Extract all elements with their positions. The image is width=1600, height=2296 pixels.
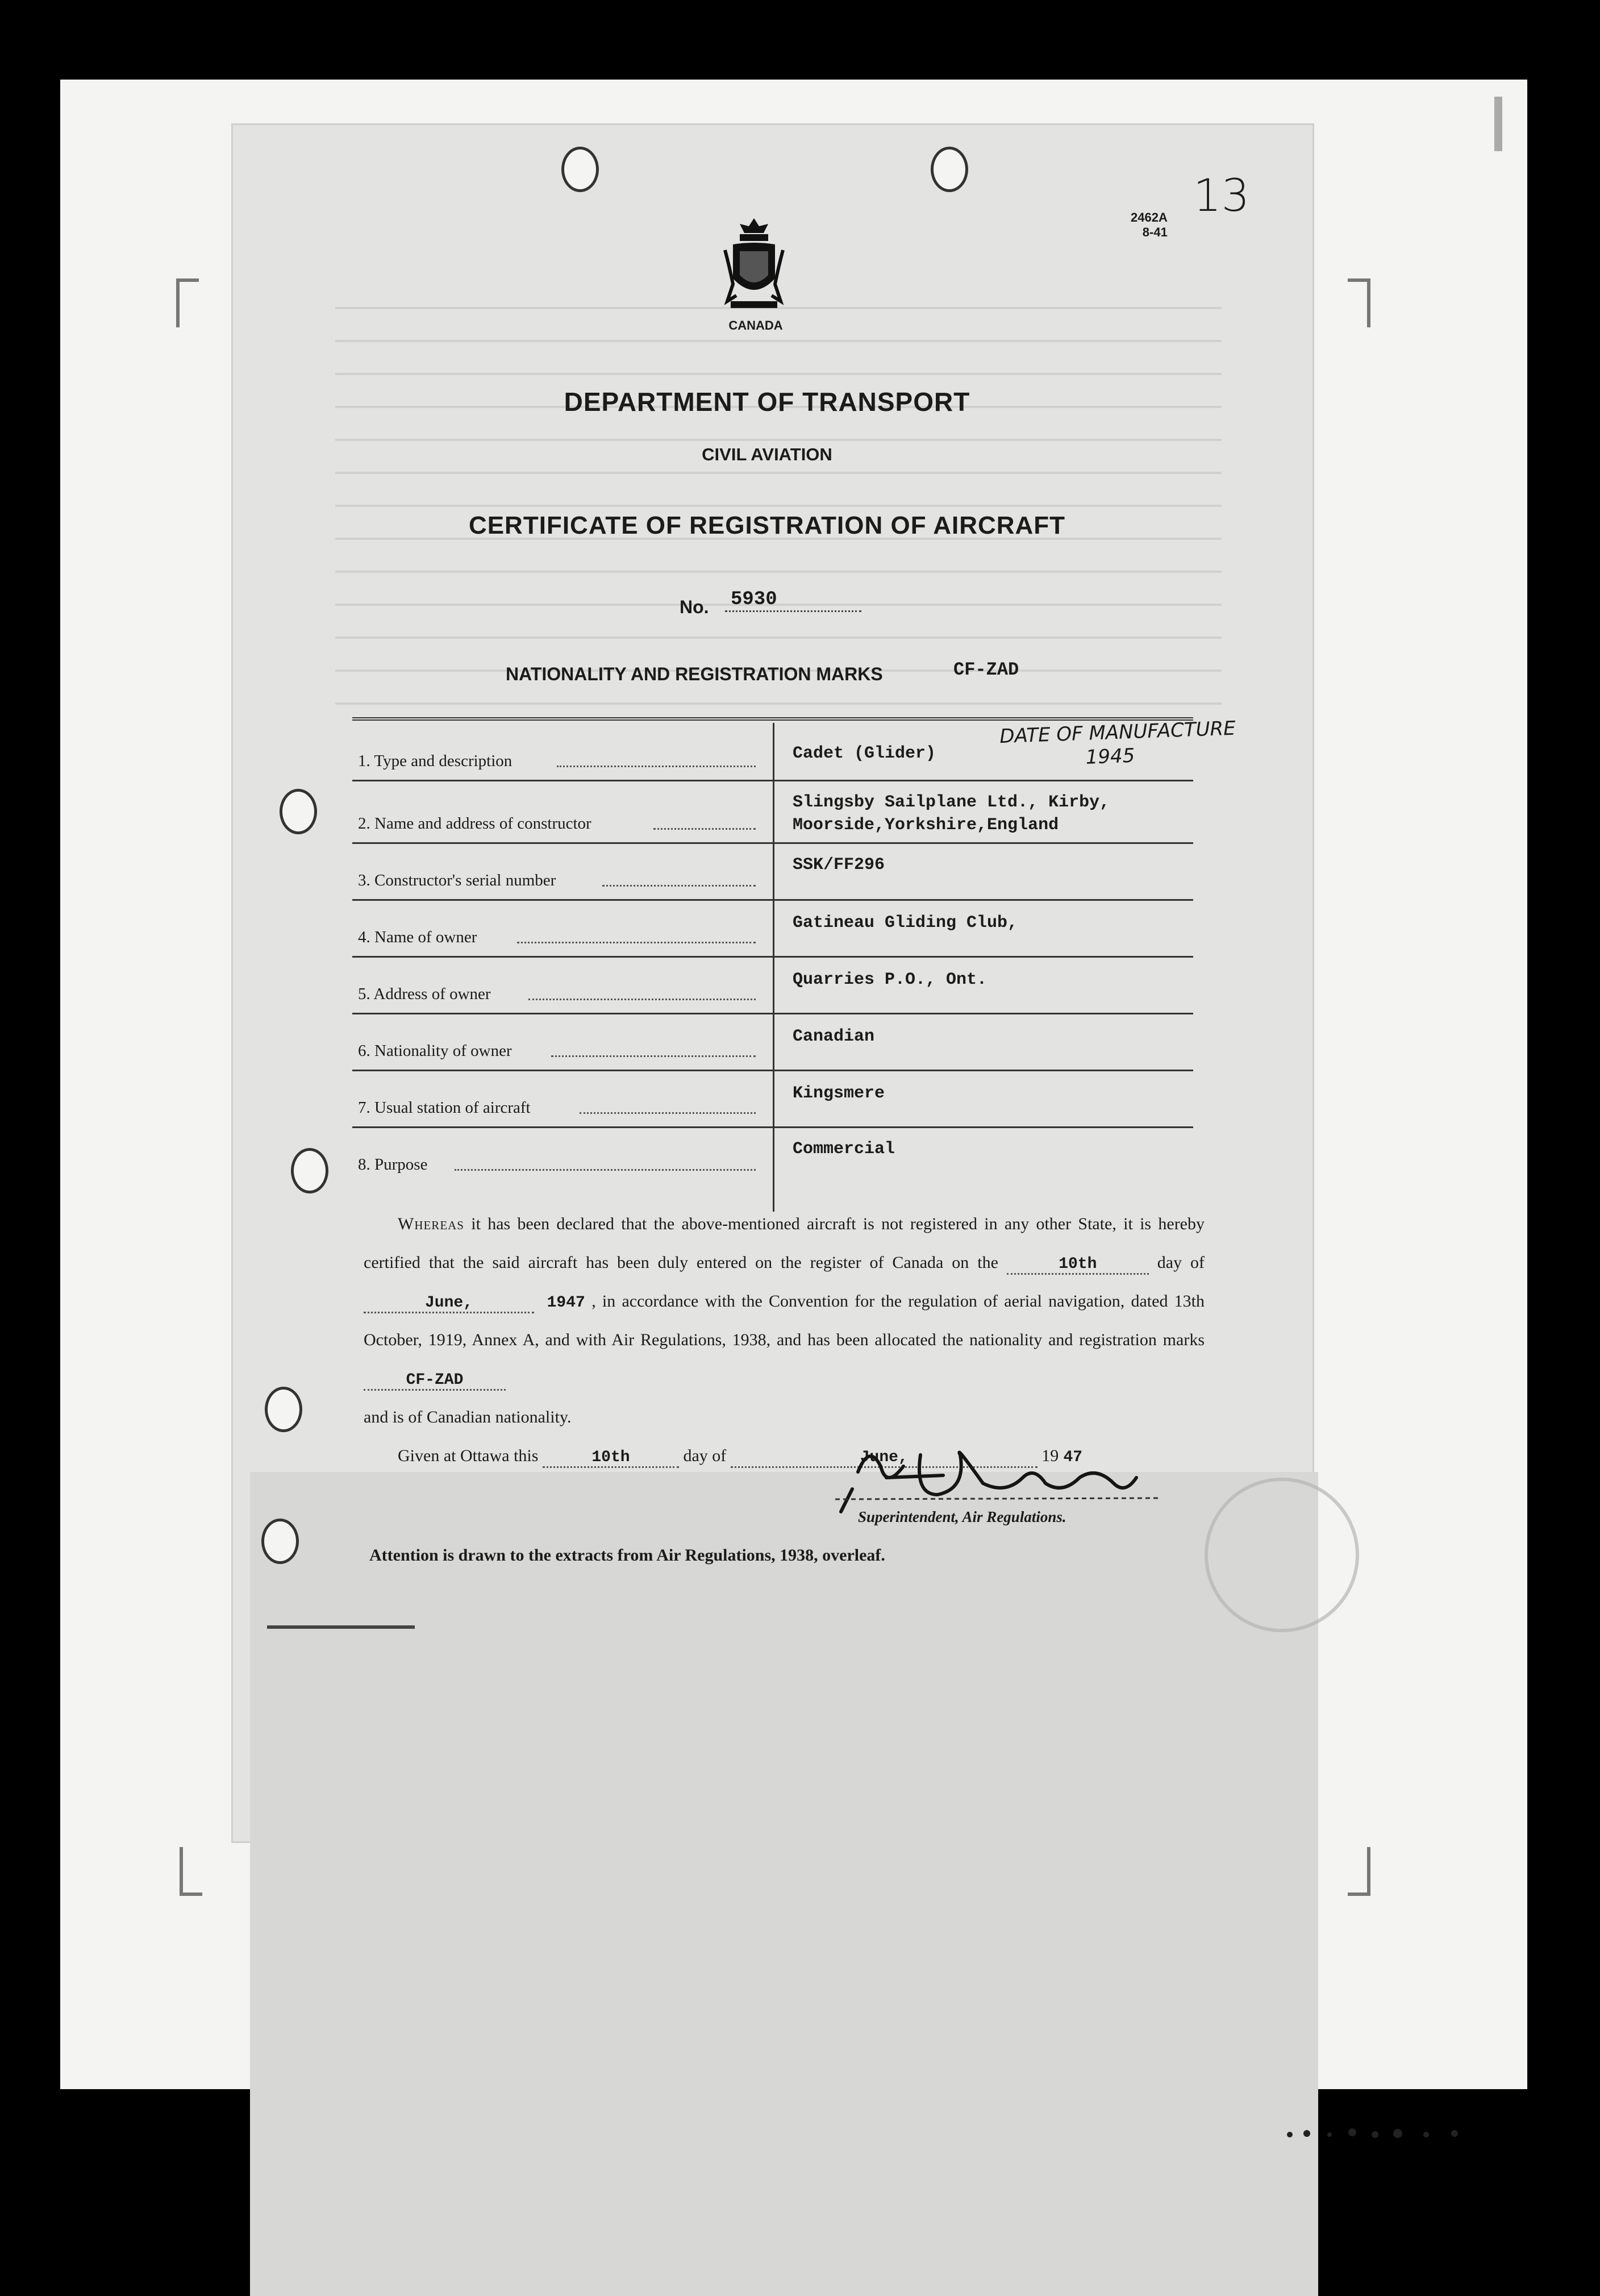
row-value: Quarries P.O., Ont. (793, 970, 988, 989)
certificate-number-label: No. (680, 597, 709, 617)
page-number: 13 (1193, 170, 1250, 222)
branch-title: CIVIL AVIATION (702, 444, 832, 464)
row-label: 8. Purpose (358, 1155, 428, 1174)
country-label: CANADA (728, 318, 783, 332)
whereas-word: Whereas (398, 1214, 464, 1233)
punch-hole (561, 147, 599, 192)
allocated-marks: CF-ZAD (364, 1372, 506, 1391)
table-top-rule (352, 717, 1193, 721)
table-row (352, 1126, 1193, 1183)
given-year-prefix: 19 (1041, 1446, 1059, 1465)
row-value: SSK/FF296 (793, 855, 885, 875)
row-label: 6. Nationality of owner (358, 1042, 512, 1060)
crop-mark-bottom-left (180, 1847, 202, 1896)
dotted-leader (517, 942, 756, 943)
form-code-number: 2462A (1131, 210, 1168, 224)
certification-text-3: , in accordance with the Convention for the regulation of aerial navigation, dated 13th October, 1919, Annex A, and with Air Regulations, 1938, and has been allocated the nationality and registration marks (364, 1292, 1205, 1349)
signatory-title: Superintendent, Air Regulations. (858, 1508, 1066, 1525)
given-day: 10th (543, 1449, 679, 1468)
attention-note: Attention is drawn to the extracts from Air Regulations, 1938, overleaf. (369, 1546, 885, 1565)
row-label: 1. Type and description (358, 752, 512, 770)
row-label: 3. Constructor's serial number (358, 871, 556, 889)
punch-hole (931, 147, 968, 192)
punch-hole (291, 1148, 328, 1193)
row-label: 4. Name of owner (358, 928, 477, 946)
dotted-leader (455, 1169, 756, 1171)
dotted-leader (580, 1112, 756, 1114)
certificate-number-value: 5930 (725, 589, 861, 612)
registration-year: 1947 (547, 1294, 585, 1312)
punch-hole (261, 1519, 299, 1564)
certification-text-1: it has been declared that the above-mentioned aircraft is not registered in any other State, it is hereby certified that the said aircraft has been duly entered on the register of Canada on the (364, 1214, 1205, 1272)
dotted-leader (528, 999, 756, 1000)
dotted-leader (551, 1055, 756, 1057)
table-row (352, 1070, 1193, 1128)
crop-mark-top-left (176, 278, 199, 327)
scan-edge-mark (1494, 97, 1502, 151)
row-value: Gatineau Gliding Club, (793, 913, 1018, 933)
annotation-line-1: DATE OF MANUFACTURE (999, 717, 1236, 748)
annotation-line-2: 1945 (1085, 744, 1135, 769)
row-label: 5. Address of owner (358, 985, 491, 1003)
department-title: DEPARTMENT OF TRANSPORT (564, 387, 970, 417)
punch-hole (280, 789, 317, 834)
row-label: 2. Name and address of constructor (358, 814, 591, 833)
sheet-lower-paper (250, 1472, 1318, 2296)
row-value: Cadet (Glider) (793, 744, 936, 763)
given-day-of: day of (683, 1446, 727, 1465)
row-value: Slingsby Sailplane Ltd., Kirby, Moorside,Yorkshire,England (793, 793, 1110, 835)
row-value: Canadian (793, 1027, 875, 1046)
row-value: Kingsmere (793, 1084, 885, 1103)
given-year-suffix: 47 (1063, 1449, 1083, 1466)
table-row (352, 899, 1193, 958)
registration-day: 10th (1007, 1256, 1149, 1275)
row-label: 7. Usual station of aircraft (358, 1099, 531, 1117)
table-row (352, 780, 1193, 844)
table-row (352, 956, 1193, 1014)
certification-text-4: and is of Canadian nationality. (364, 1408, 572, 1426)
crop-mark-bottom-right (1348, 1847, 1370, 1896)
certification-text-2: day of (1157, 1253, 1205, 1272)
paper-mark (267, 1625, 415, 1629)
faded-stamp-seal (1205, 1478, 1359, 1632)
given-month: June, (731, 1449, 1038, 1468)
handwritten-signature (818, 1432, 1170, 1517)
table-row (352, 723, 1193, 781)
table-row (352, 1013, 1193, 1071)
registration-marks-value: CF-ZAD (953, 659, 1019, 680)
form-code (1131, 210, 1168, 240)
table-row (352, 842, 1193, 901)
dotted-leader (557, 766, 756, 767)
given-at-text: Given at Ottawa this (398, 1446, 539, 1465)
bleed-through-text (335, 284, 1222, 716)
certificate-title: CERTIFICATE OF REGISTRATION OF AIRCRAFT (468, 511, 1066, 539)
registration-month: June, (364, 1295, 534, 1313)
registration-marks-label: NATIONALITY AND REGISTRATION MARKS (506, 664, 883, 684)
dotted-leader (602, 885, 756, 887)
dotted-leader (653, 828, 756, 830)
punch-hole (265, 1387, 302, 1432)
scan-specks (1284, 2127, 1489, 2141)
crop-mark-top-right (1348, 278, 1370, 327)
row-value: Commercial (793, 1139, 895, 1159)
form-code-date: 8-41 (1142, 225, 1168, 239)
canada-coat-of-arms-icon (723, 216, 785, 313)
